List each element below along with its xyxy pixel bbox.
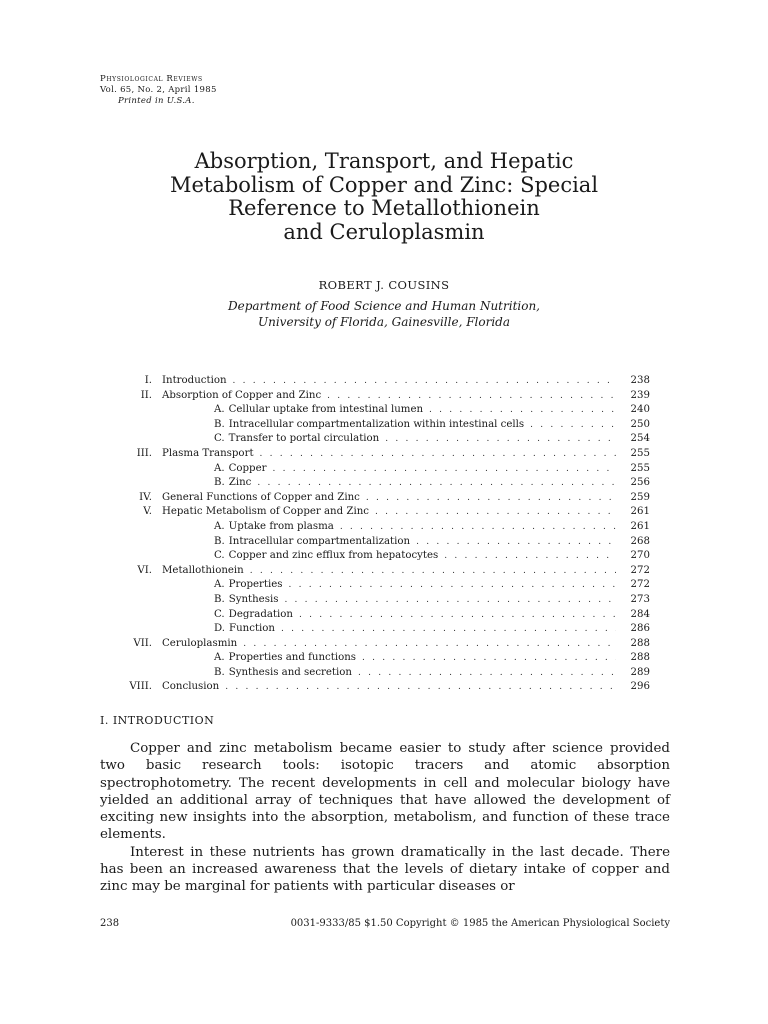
- toc-title: Metallothionein: [162, 564, 244, 576]
- toc-entry: [110, 418, 650, 433]
- toc-page: 240: [630, 404, 650, 416]
- table-of-contents: [110, 374, 650, 695]
- toc-number: I.: [144, 375, 152, 386]
- toc-page: 261: [630, 506, 650, 518]
- toc-entry: [110, 637, 650, 652]
- toc-number: VIII.: [129, 681, 152, 693]
- toc-leader-dots: [375, 505, 616, 520]
- toc-leader-dots: [299, 608, 616, 623]
- toc-leader-dots: [260, 447, 616, 462]
- toc-entry: [110, 520, 650, 535]
- toc-page: 254: [630, 433, 650, 445]
- toc-title: Introduction: [162, 375, 227, 386]
- toc-page: 256: [630, 477, 650, 489]
- toc-letter: A.: [214, 404, 225, 416]
- toc-letter: A.: [214, 579, 225, 591]
- toc-leader-dots: [250, 564, 616, 579]
- toc-number: VII.: [133, 637, 152, 649]
- page-number: 238: [100, 918, 120, 929]
- toc-letter: C.: [214, 433, 225, 445]
- toc-letter: A.: [214, 652, 225, 664]
- toc-entry: [110, 578, 650, 593]
- toc-letter: C.: [214, 608, 225, 620]
- journal-printed: Printed in U.S.A.: [118, 96, 195, 106]
- toc-page: 268: [630, 535, 650, 547]
- copyright-line: 0031-9333/85 $1.50 Copyright © 1985 the American Physiological Society: [290, 918, 670, 929]
- toc-page: 273: [630, 593, 650, 605]
- toc-leader-dots: [281, 622, 616, 637]
- journal-volume: Vol. 65, No. 2, April 1985: [100, 85, 217, 95]
- toc-title: Synthesis and secretion: [228, 666, 352, 678]
- toc-number: VI.: [137, 564, 152, 576]
- toc-leader-dots: [272, 462, 616, 477]
- toc-leader-dots: [257, 476, 616, 491]
- toc-entry: [110, 462, 650, 477]
- toc-page: 286: [630, 623, 650, 635]
- toc-letter: D.: [214, 623, 226, 635]
- article-title: [100, 150, 668, 244]
- toc-entry: [110, 622, 650, 637]
- toc-page: 239: [630, 389, 650, 401]
- toc-title: Zinc: [228, 477, 252, 489]
- affiliation-line: University of Florida, Gainesville, Florida: [257, 315, 510, 329]
- toc-page: 288: [630, 652, 650, 664]
- toc-title: Intracellular compartmentalization: [228, 535, 411, 547]
- toc-letter: B.: [214, 535, 225, 547]
- toc-entry: [110, 505, 650, 520]
- toc-title: Hepatic Metabolism of Copper and Zinc: [162, 506, 369, 518]
- toc-entry: [110, 491, 650, 506]
- toc-entry: [110, 476, 650, 491]
- toc-entry: [110, 666, 650, 681]
- toc-letter: B.: [214, 666, 225, 678]
- paragraph: Copper and zinc metabolism became easier to study after science provided two basic research tools: isotopic tracers and atomic absorption spectrophotometry. The recent developments in cell and molecular biology have yielded an additional array of techniques that have allowed the development of exciting new insights into the absorption, metabolism, and function of these trace elements.: [100, 741, 670, 843]
- toc-page: 288: [630, 637, 650, 649]
- toc-title: Plasma Transport: [162, 447, 254, 459]
- paragraph: Interest in these nutrients has grown dramatically in the last decade. There has been an increased awareness that the levels of dietary intake of copper and zinc may be marginal for patients with particular diseases or: [100, 844, 670, 895]
- toc-leader-dots: [385, 432, 616, 447]
- toc-leader-dots: [225, 680, 616, 695]
- toc-page: 272: [630, 564, 650, 576]
- affiliation-line: Department of Food Science and Human Nutrition,: [227, 299, 540, 313]
- toc-entry: [110, 680, 650, 695]
- toc-entry: [110, 432, 650, 447]
- toc-leader-dots: [366, 491, 616, 506]
- toc-number: V.: [143, 506, 152, 518]
- toc-letter: A.: [214, 462, 225, 474]
- toc-letter: A.: [214, 520, 225, 532]
- toc-page: 284: [630, 608, 650, 620]
- toc-title: Conclusion: [162, 681, 220, 693]
- toc-title: Copper and zinc efflux from hepatocytes: [228, 550, 439, 562]
- toc-letter: C.: [214, 550, 225, 562]
- toc-number: IV.: [139, 491, 152, 503]
- toc-page: 272: [630, 579, 650, 591]
- toc-title: Degradation: [228, 608, 293, 620]
- toc-number: II.: [140, 389, 152, 401]
- toc-leader-dots: [289, 578, 617, 593]
- toc-title: General Functions of Copper and Zinc: [162, 491, 360, 503]
- toc-leader-dots: [284, 593, 616, 608]
- toc-page: 270: [630, 550, 650, 562]
- toc-page: 261: [630, 520, 650, 532]
- toc-title: Transfer to portal circulation: [228, 433, 380, 445]
- toc-title: Uptake from plasma: [228, 520, 334, 532]
- page-footer: [100, 918, 670, 929]
- toc-title: Copper: [228, 462, 267, 474]
- toc-letter: B.: [214, 418, 225, 430]
- toc-entry: [110, 447, 650, 462]
- toc-page: 259: [630, 491, 650, 503]
- toc-entry: [110, 549, 650, 564]
- section-heading: I. INTRODUCTION: [100, 714, 215, 727]
- toc-title: Synthesis: [228, 593, 279, 605]
- toc-letter: B.: [214, 593, 225, 605]
- toc-entry: [110, 608, 650, 623]
- toc-title: Absorption of Copper and Zinc: [162, 389, 322, 401]
- toc-leader-dots: [429, 403, 616, 418]
- toc-entry: [110, 535, 650, 550]
- toc-leader-dots: [362, 651, 616, 666]
- body-text: [100, 740, 670, 896]
- toc-letter: B.: [214, 477, 225, 489]
- toc-title: Cellular uptake from intestinal lumen: [228, 404, 424, 416]
- toc-leader-dots: [358, 666, 616, 681]
- title-line: Absorption, Transport, and Hepatic: [194, 149, 574, 173]
- toc-leader-dots: [327, 389, 616, 404]
- toc-leader-dots: [416, 535, 616, 550]
- toc-entry: [110, 593, 650, 608]
- toc-page: 255: [630, 447, 650, 459]
- toc-entry: [110, 651, 650, 666]
- toc-title: Properties: [228, 579, 283, 591]
- journal-header: [100, 74, 217, 107]
- toc-number: III.: [136, 447, 152, 459]
- journal-name: Physiological Reviews: [100, 74, 203, 84]
- toc-leader-dots: [233, 374, 616, 389]
- toc-page: 238: [630, 375, 650, 386]
- toc-entry: [110, 564, 650, 579]
- author-name: ROBERT J. COUSINS: [318, 278, 450, 292]
- toc-page: 255: [630, 462, 650, 474]
- title-line: and Ceruloplasmin: [283, 219, 485, 244]
- affiliation: [100, 298, 668, 330]
- toc-page: 296: [630, 681, 650, 693]
- toc-leader-dots: [530, 418, 616, 433]
- toc-entry: [110, 374, 650, 389]
- toc-title: Intracellular compartmentalization within intestinal cells: [228, 418, 525, 430]
- toc-entry: [110, 389, 650, 404]
- toc-entry: [110, 403, 650, 418]
- toc-title: Function: [229, 623, 275, 635]
- toc-title: Ceruloplasmin: [162, 637, 238, 649]
- toc-page: 250: [630, 418, 650, 430]
- toc-leader-dots: [444, 549, 616, 564]
- title-line: Reference to Metallothionein: [228, 196, 540, 220]
- title-line: Metabolism of Copper and Zinc: Special: [169, 172, 599, 197]
- toc-title: Properties and functions: [228, 652, 357, 664]
- toc-leader-dots: [243, 637, 616, 652]
- toc-leader-dots: [340, 520, 616, 535]
- toc-page: 289: [630, 666, 650, 678]
